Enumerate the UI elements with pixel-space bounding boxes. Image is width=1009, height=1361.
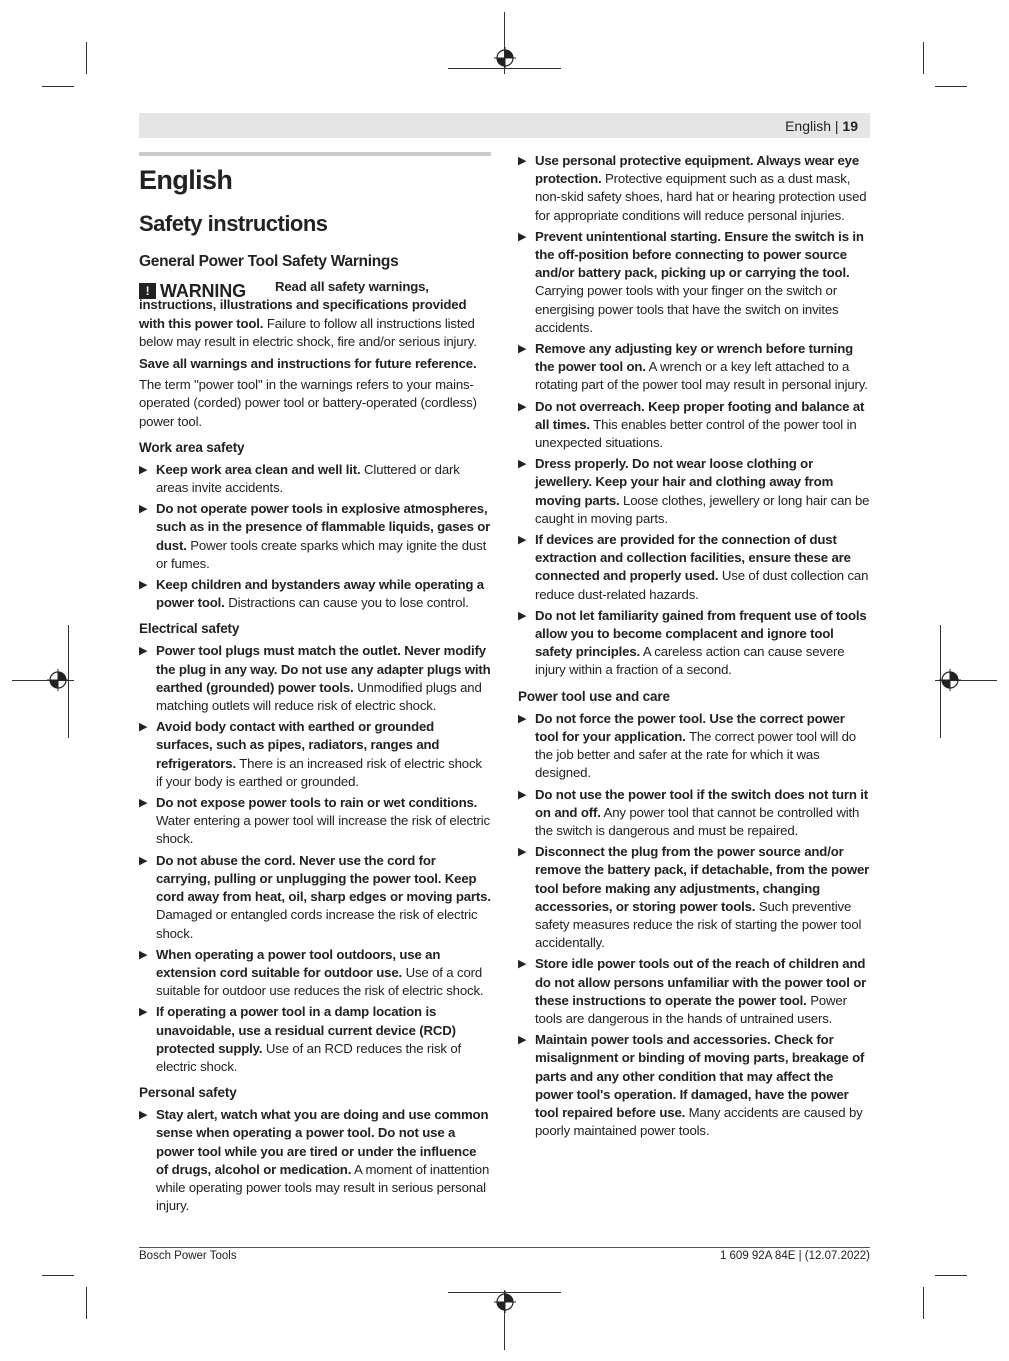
list-tool-use (518, 710, 870, 1141)
list-item: ▶ Do not overreach. Keep proper footing and balance at all times. This enables better control of the power tool in unexpected situations. (518, 398, 870, 453)
list-work-area (139, 461, 491, 613)
page-number: 19 (842, 118, 858, 134)
heading-tool-use: Power tool use and care (518, 688, 670, 704)
list-item: ▶ Do not let familiarity gained from frequent use of tools allow you to become complacent and ignore tool safety principles. A careless action can cause severe injury within a fraction of a second. (518, 607, 870, 680)
list-item: ▶ Maintain power tools and accessories. Check for misalignment or binding of moving parts, breakage of parts and any other condition that may affect the power tool's operation. If damaged, have the power tool repaired before use. Many accidents are caused by poorly maintained power tools. (518, 1031, 870, 1140)
list-item: ▶ Use personal protective equipment. Always wear eye protection. Protective equipment such as a dust mask, non-skid safety shoes, hard hat or hearing protection used for appropriate conditions will reduce personal injuries. (518, 152, 870, 225)
save-note: Save all warnings and instructions for future reference. (139, 356, 477, 372)
right-column (518, 152, 870, 1143)
left-column (139, 152, 491, 1218)
list-item: ▶ Remove any adjusting key or wrench before turning the power tool on. A wrench or a key left attached to a rotating part of the power tool may result in personal injury. (518, 340, 870, 395)
crop-mark (923, 1287, 924, 1319)
list-item: ▶ Keep children and bystanders away while operating a power tool. Distractions can cause you to lose control. (139, 576, 491, 612)
heading-work-area: Work area safety (139, 439, 245, 455)
list-personal-cont (518, 152, 870, 680)
footer-doc-id: 1 609 92A 84E | (12.07.2022) (719, 1250, 870, 1262)
list-item: ▶ Do not abuse the cord. Never use the cord for carrying, pulling or unplugging the power tool. Keep cord away from heat, oil, sharp edges or moving parts. Damaged or entangled cords increase the risk of electric shock. (139, 852, 491, 943)
warning-icon: ! (139, 283, 156, 299)
section-rule (139, 152, 491, 156)
crop-mark (86, 1287, 87, 1319)
crop-mark (42, 1275, 74, 1276)
list-item: ▶ Store idle power tools out of the reach of children and do not allow persons unfamiliar with the power tool or these instructions to operate the power tool. Power tools are dangerous in the hands of untrained users. (518, 955, 870, 1028)
list-electrical (139, 642, 491, 1076)
list-personal (139, 1106, 491, 1215)
list-item: ▶ Prevent unintentional starting. Ensure the switch is in the off-position before connecting to power source and/or battery pack, picking up or carrying the tool. Carrying power tools with your finger on the switch or energising power tools that have the switch on invites accidents. (518, 228, 870, 337)
page-header (139, 113, 870, 138)
header-language: English (785, 118, 831, 134)
header-text: English | 19 (785, 118, 858, 134)
registration-target-icon (939, 669, 961, 691)
list-item: ▶ Stay alert, watch what you are doing and use common sense when operating a power tool. Do not use a power tool while you are tired or under the influence of drugs, alcohol or medication. A moment of inattention while operating power tools may result in serious personal injury. (139, 1106, 491, 1215)
crop-mark (42, 86, 74, 87)
registration-target-icon (47, 669, 69, 691)
list-item: ▶ Avoid body contact with earthed or grounded surfaces, such as pipes, radiators, ranges and refrigerators. There is an increased risk of electric shock if your body is earthed or grounded. (139, 718, 491, 791)
list-item: ▶ Dress properly. Do not wear loose clothing or jewellery. Keep your hair and clothing away from moving parts. Loose clothes, jewellery or long hair can be caught in moving parts. (518, 455, 870, 528)
crop-mark (935, 1275, 967, 1276)
heading-personal: Personal safety (139, 1085, 237, 1101)
footer-brand: Bosch Power Tools (139, 1250, 237, 1262)
term-note: The term "power tool" in the warnings refers to your mains-operated (corded) power tool or battery-operated (cordless) power tool. (139, 377, 477, 429)
section-title: Safety instructions (139, 211, 328, 236)
footer-rule (139, 1247, 870, 1248)
subsection-title: General Power Tool Safety Warnings (139, 253, 399, 270)
warning-label: ! WARNING (139, 282, 275, 300)
list-item: ▶ Do not use the power tool if the switch does not turn it on and off. Any power tool that cannot be controlled with the switch is dangerous and must be repaired. (518, 786, 870, 841)
list-item: ▶ Keep work area clean and well lit. Cluttered or dark areas invite accidents. (139, 461, 491, 497)
list-item: ▶ Do not expose power tools to rain or wet conditions. Water entering a power tool will increase the risk of electric shock. (139, 794, 491, 849)
list-item: ▶ Do not operate power tools in explosive atmospheres, such as in the presence of flammable liquids, gases or dust. Power tools create sparks which may ignite the dust or fumes. (139, 500, 491, 573)
list-item: ▶ If devices are provided for the connection of dust extraction and collection facilities, ensure these are connected and properly used. Use of dust collection can reduce dust-related hazards. (518, 531, 870, 604)
warning-text: Read all safety warnings, instructions, illustrations and specifications provided with this power tool. Failure to follow all instructions listed below may result in electric shock, fire and/or serious injury. (139, 279, 477, 349)
crop-mark (935, 86, 967, 87)
list-item: ▶ Disconnect the plug from the power source and/or remove the battery pack, if detachable, from the power tool before making any adjustments, changing accessories, or storing power tools. Such preventive safety measures reduce the risk of starting the power tool accidentally. (518, 843, 870, 952)
registration-target-icon (494, 1291, 516, 1313)
registration-target-icon (494, 47, 516, 69)
heading-electrical: Electrical safety (139, 621, 240, 637)
list-item: ▶ Do not force the power tool. Use the correct power tool for your application. The correct power tool will do the job better and safer at the rate for which it was designed. (518, 710, 870, 783)
crop-mark (86, 42, 87, 74)
list-item: ▶ If operating a power tool in a damp location is unavoidable, use a residual current device (RCD) protected supply. Use of an RCD reduces the risk of electric shock. (139, 1003, 491, 1076)
list-item: ▶ When operating a power tool outdoors, use an extension cord suitable for outdoor use. Use of a cord suitable for outdoor use reduces the risk of electric shock. (139, 946, 491, 1001)
page-title: English (139, 165, 233, 195)
list-item: ▶ Power tool plugs must match the outlet. Never modify the plug in any way. Do not use any adapter plugs with earthed (grounded) power tools. Unmodified plugs and matching outlets will reduce risk of electric shock. (139, 642, 491, 715)
crop-mark (923, 42, 924, 74)
